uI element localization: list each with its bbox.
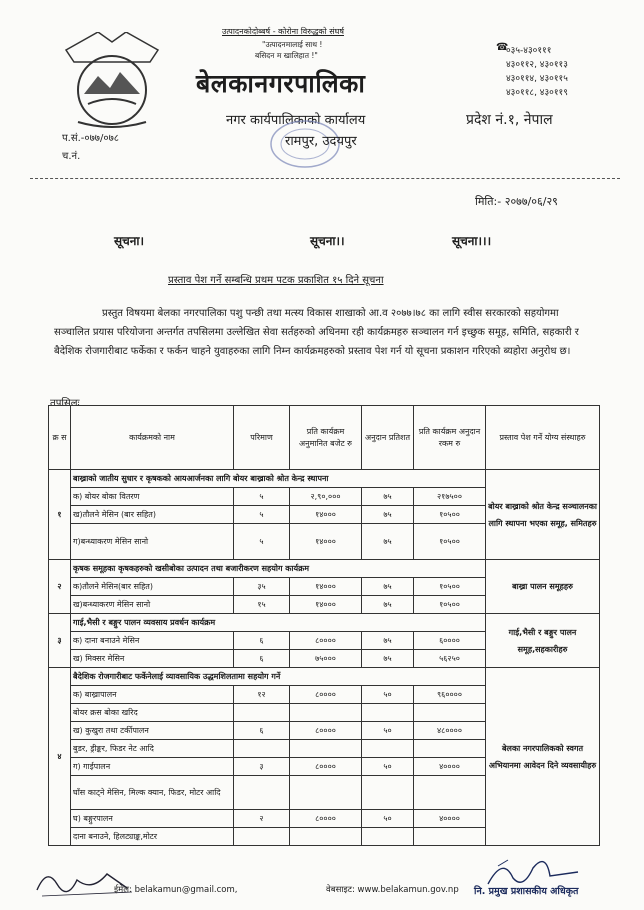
municipality-title: बेलकानगरपालिका xyxy=(196,69,366,98)
website-text: वेबसाइट: www.belakamun.gov.np xyxy=(326,885,459,895)
phone-line: ४३०११२, ४३०११३ xyxy=(506,60,568,70)
motto-line-2: बसिदन म खालिहात !" xyxy=(255,51,318,60)
eligible-cell: बोयर बाख्राको श्रोत केन्द्र सञ्चालनका लागि स्थापना भएका समूह, समितहरु xyxy=(486,470,600,560)
table-row: बोयर क्रस बोका खरिद xyxy=(49,704,600,722)
office-place: रामपुर, उदयपुर xyxy=(285,134,357,149)
notice-body: प्रस्तुत विषयमा बेलका नगरपालिका पशु पन्छी तथा मत्स्य विकास शाखाको आ.व २०७७।७८ का लागि स्वीस सरकारको सहयोगमा सञ्चालित प्रयास परियोजना अन्तर्गत तपसिलमा उल्लेखित सेवा सर्तहरुको अधिनमा रही कार्यक्रमहरु सञ्चालन गर्न इच्छुक समूह, समिति, सहकारी र बैदेशिक रोजगारीबाट फर्केका र फर्कन चाहने युवाहरुका लागि निम्न कार्यक्रमहरुको प्रस्ताव पेश गर्न यो सूचना प्रकाशन गरिएको ब्यहोरा अनुरोध छ। xyxy=(54,308,579,357)
table-row: घाँस काट्ने मेसिन, मिल्क क्यान, फिडर, मोटर आदि xyxy=(49,776,600,810)
signature-left xyxy=(32,862,142,902)
table-row: ख)तौलने मेसिन (बार सहित) ५ १४००० ७५ १०५०० xyxy=(49,506,600,524)
table-row: ख) मिक्सर मेसिन ६ ७५००० ७५ ५६२५० xyxy=(49,650,600,668)
phone-line: ४३०११४, ४३०११५ xyxy=(506,74,568,84)
group-heading: कृषक समूहका कृषकहरुको खसीबोका उत्पादन तथा बजारीकरण सहयोग कार्यक्रम xyxy=(71,560,486,578)
table-row: क) दाना बनाउने मेसिन ६ ८०००० ७५ ६०००० xyxy=(49,632,600,650)
group-heading: बैदेशिक रोजगारीबाट फर्केनेलाई व्यावसायिक उद्धमशिलतामा सहयोग गर्ने xyxy=(71,668,486,686)
officer-designation: नि. प्रमुख प्रशासकीय अधिकृत xyxy=(474,886,579,897)
date: मिति:- २०७७/०६/२९ xyxy=(475,195,558,208)
serial-cell: ३ xyxy=(49,614,71,668)
chalan-number: च.नं. xyxy=(62,151,81,162)
details-label: तपसिलः xyxy=(50,398,80,409)
table-row: दाना बनाउने, हिलट्याङ्क,मोटर xyxy=(49,828,600,846)
header-grant-amount: प्रति कार्यक्रम अनुदान रकम रु xyxy=(414,406,486,470)
table-row xyxy=(49,560,600,578)
notice-heading: सूचना।। xyxy=(310,234,345,248)
serial-cell: २ xyxy=(49,560,71,614)
table-row: ख) कुखुरा तथा टर्कीपालन ६ ८०००० ५० ४८०००० xyxy=(49,722,600,740)
header-serial: क्र स xyxy=(49,406,71,470)
reference-number: प.सं.-०७७/०७८ xyxy=(62,133,119,144)
table-row: क)तौलने मेसिन(बार सहित) ३५ १४००० ७५ १०५०० xyxy=(49,578,600,596)
table-row: ग)बन्ध्याकरण मेसिन सानो ५ १४००० ७५ १०५०० xyxy=(49,524,600,560)
group-heading: बाख्राको जातीय सुधार र कृषकको आयआर्जनका लागि बोयर बाख्राको श्रोत केन्द्र स्थापना xyxy=(71,470,486,488)
email-text: ईमेल: belakamun@gmail.com, xyxy=(114,885,238,895)
table-row: ग) गाईपालन ३ ८०००० ५० ४०००० xyxy=(49,758,600,776)
phone-icon: ☎ xyxy=(496,42,509,53)
notice-heading: सूचना। xyxy=(114,234,145,248)
program-table xyxy=(48,405,600,846)
table-row xyxy=(49,614,600,632)
header-eligible: प्रस्ताव पेश गर्ने योग्य संस्थाहरु xyxy=(486,406,600,470)
slogan: उत्पादनकोदोब्बर्ष - कोरोना विरुद्धको संघर्ष xyxy=(222,27,344,36)
government-emblem xyxy=(58,32,166,132)
table-row: घ) बङ्गुरपालन २ ८०००० ५० ४०००० xyxy=(49,810,600,828)
office-name: नगर कार्यपालिकाको कार्यालय xyxy=(226,113,366,128)
table-row: बुडर, ड्रीङ्कर, फिडर नेट आदि xyxy=(49,740,600,758)
header-budget: प्रति कार्यक्रम अनुमानित बजेट रु xyxy=(290,406,362,470)
serial-cell: ४ xyxy=(49,668,71,846)
header-grant-percent: अनुदान प्रतिशत xyxy=(362,406,414,470)
table-row: ख)बन्ध्याकरण मेसिन सानो १५ १४००० ७५ १०५०० xyxy=(49,596,600,614)
header-program-name: कार्यक्रमको नाम xyxy=(71,406,234,470)
header-quantity: परिमाण xyxy=(234,406,290,470)
eligible-cell: बाख्रा पालन समूहहरु xyxy=(486,560,600,614)
phone-line: ४३०११८, ४३०११९ xyxy=(506,88,568,98)
motto-line-1: "उत्पादनमालाई साथ ! xyxy=(262,40,323,49)
table-row: क) बोयर बोका वितरण ५ २,९०,००० ७५ २१७५०० xyxy=(49,488,600,506)
serial-cell: १ xyxy=(49,470,71,560)
table-row xyxy=(49,470,600,488)
eligible-cell: गाई,भैसी र बङ्गुर पालन समूह,सहकारीहरु xyxy=(486,614,600,668)
notice-heading: सूचना।।। xyxy=(452,234,492,248)
notice-subject: प्रस्ताव पेश गर्ने सम्बन्धि प्रथम पटक प्रकाशित १५ दिने सूचना xyxy=(168,275,384,286)
header-divider xyxy=(30,178,620,179)
eligible-cell: बेलका नगरपालिकको स्वगत अभियानमा आवेदन दिने व्यवसायीहरु xyxy=(486,668,600,846)
group-heading: गाई,भैसी र बङ्गुर पालन व्यवसाय प्रवर्धन कार्यक्रम xyxy=(71,614,486,632)
province: प्रदेश नं.१, नेपाल xyxy=(466,112,553,128)
phone-line: ०३५-४३०१११ xyxy=(506,46,552,56)
table-row xyxy=(49,668,600,686)
table-row: क) बाख्रापालन १२ ८०००० ५० ९६०००० xyxy=(49,686,600,704)
